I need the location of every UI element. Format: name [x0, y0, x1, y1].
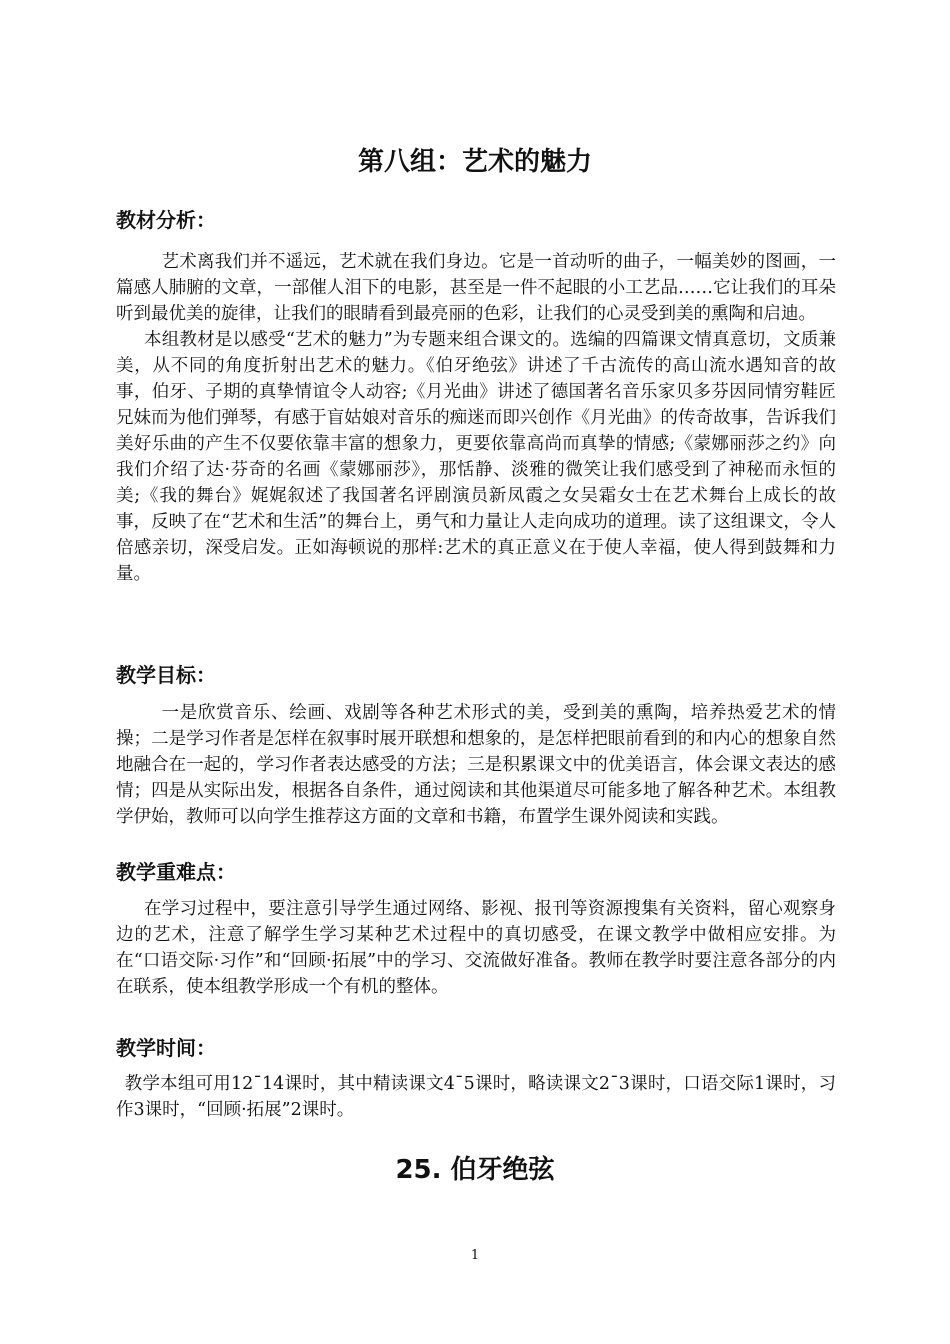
- section-heading-analysis: 教材分析：: [116, 208, 216, 232]
- lesson-title: 25. 伯牙绝弦: [395, 1155, 555, 1185]
- section-heading-objectives: 教学目标：: [116, 663, 216, 687]
- section-heading-key-points: 教学重难点：: [116, 860, 236, 884]
- section-body-objectives: [116, 700, 836, 830]
- paragraph: 本组教材是以感受“艺术的魅力”为专题来组合课文的。选编的四篇课文情真意切，文质兼美，从不同的角度折射出艺术的魅力。《伯牙绝弦》讲述了千古流传的高山流水遇知音的故事，伯牙、子期的真挚情谊令人动容;《月光曲》讲述了德国著名音乐家贝多芬因同情穷鞋匠兄妹而为他们弹琴，有感于盲姑娘对音乐的痴迷而即兴创作《月光曲》的传奇故事，告诉我们美好乐曲的产生不仅要依靠丰富的想象力，更要依靠高尚而真挚的情感;《蒙娜丽莎之约》向我们介绍了达·芬奇的名画《蒙娜丽莎》，那恬静、淡雅的微笑让我们感受到了神秘而永恒的美;《我的舞台》娓娓叙述了我国著名评剧演员新凤霞之女吴霜女士在艺术舞台上成长的故事，反映了在“艺术和生活”的舞台上，勇气和力量让人走向成功的道理。读了这组课文，令人倍感亲切，深受启发。正如海顿说的那样:艺术的真正意义在于使人幸福，使人得到鼓舞和力量。: [116, 330, 836, 584]
- paragraph: 一是欣赏音乐、绘画、戏剧等各种艺术形式的美，受到美的熏陶，培养热爱艺术的情操；二是学习作者是怎样在叙事时展开联想和想象的，是怎样把眼前看到的和内心的想象自然地融合在一起的，学习作者表达感受的方法；三是积累课文中的优美语言，体会课文表达的感情；四是从实际出发，根据各自条件，通过阅读和其他渠道尽可能多地了解各种艺术。本组教学伊始，教师可以向学生推荐这方面的文章和书籍，布置学生课外阅读和实践。: [116, 703, 836, 827]
- section-body-schedule: [116, 1071, 836, 1123]
- paragraph: 艺术离我们并不遥远，艺术就在我们身边。它是一首动听的曲子，一幅美妙的图画，一篇感人肺腑的文章，一部催人泪下的电影，甚至是一件不起眼的小工艺品……它让我们的耳朵听到最优美的旋律，让我们的眼睛看到最亮丽的色彩，让我们的心灵受到美的熏陶和启迪。: [116, 252, 836, 324]
- section-heading-schedule: 教学时间：: [116, 1036, 216, 1060]
- section-body-analysis: [116, 249, 836, 587]
- page-number: 1: [470, 1248, 480, 1263]
- page-title: 第八组：艺术的魅力: [357, 147, 592, 177]
- paragraph: 教学本组可用12¯14课时，其中精读课文4¯5课时，略读课文2¯3课时，口语交际1课时，习作3课时，“回顾·拓展”2课时。: [116, 1074, 836, 1120]
- paragraph: 在学习过程中，要注意引导学生通过网络、影视、报刊等资源搜集有关资料，留心观察身边的艺术，注意了解学生学习某种艺术过程中的真切感受，在课文教学中做相应安排。为在“口语交际·习作”和“回顾·拓展”中的学习、交流做好准备。教师在教学时要注意各部分的内在联系，使本组教学形成一个有机的整体。: [116, 899, 836, 997]
- section-body-key-points: [116, 896, 836, 1000]
